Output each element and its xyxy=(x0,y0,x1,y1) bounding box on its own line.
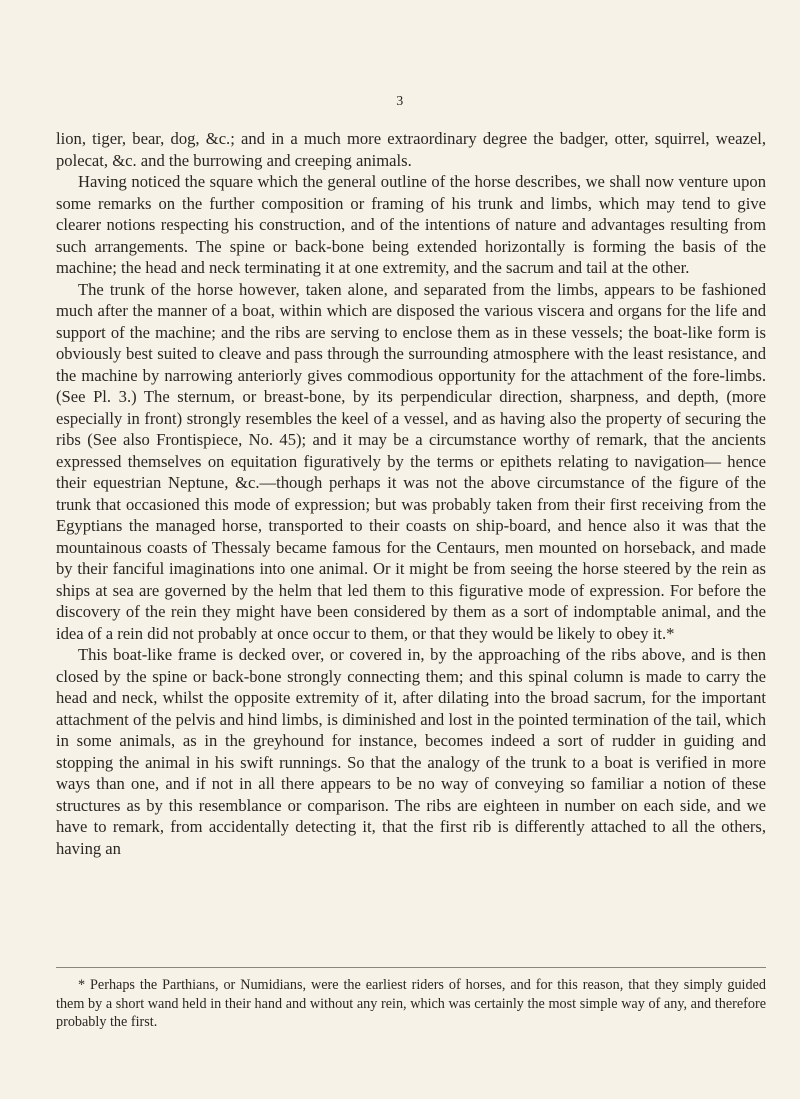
paragraph-boat-frame: This boat-like frame is decked over, or covered in, by the approaching of the ribs above, and is then closed by the spine or back-bone strongly connecting them; and this spinal column is made to carry the head and neck, whilst the opposite extremity of it, after dilating into the broad sacrum, for the important attachment of the pelvis and hind limbs, is diminished and lost in the pointed termination of the tail, which in some animals, as in the greyhound for instance, becomes indeed a sort of rudder in guiding and stopping the animal in his swift runnings. So that the analogy of the trunk to a boat is verified in more ways than one, and if not in all there appears to be no way of conveying so familiar a notion of these structures as by this resemblance or comparison. The ribs are eighteen in number on each side, and we have to remark, from accidentally detecting it, that the first rib is differently attached to all the others, having an xyxy=(56,645,766,858)
footnote: * Perhaps the Parthians, or Numidians, were the earliest riders of horses, and for this reason, that they simply guided them by a short wand held in their hand and without any rein, which was certainly the most simple way of any, and therefore probably the first. xyxy=(56,977,766,1030)
paragraph-boat-trunk: The trunk of the horse however, taken alone, and separated from the limbs, appears to be fashioned much after the manner of a boat, within which are disposed the various viscera and organs for the life and support of the machine; and the ribs are serving to enclose them as in these vessels; the boat-like form is obviously best suited to cleave and pass through the surrounding atmosphere with the least resistance, and the machine by narrowing anteriorly gives commodious opportunity for the attachment of the fore-limbs. (See Pl. 3.) The sternum, or breast-bone, by its perpendicular direction, sharpness, and depth, (more especially in front) strongly resembles the keel of a vessel, and as having also the property of securing the ribs (See also Frontispiece, No. 45); and it may be a circumstance worthy of remark, that the ancients expressed themselves on equitation figuratively by the terms or epithets relating to navigation— hence their equestrian Neptune, &c.—though perhaps it was not the above circumstance of the figure of the trunk that occasioned this mode of expression; but was probably taken from their first receiving from the Egyptians the managed horse, transported to their coasts on ship-board, and hence also it was that the mountainous coasts of Thessaly became famous for the Centaurs, men mounted on horseback, and made by their fanciful imaginations into one animal. Or it might be from seeing the horse steered by the rein as ships at sea are governed by the helm that led them to this figurative mode of expression. For before the discovery of the rein they might have been considered by them as a sort of indomptable animal, and the idea of a rein did not probably at once occur to them, or that they would be likely to obey it.* xyxy=(56,279,766,643)
paragraph-continuation: lion, tiger, bear, dog, &c.; and in a much more extraordinary degree the badger, otter, squirrel, weazel, polecat, &c. and the burrowing and creeping animals. xyxy=(56,129,766,170)
body-text xyxy=(56,128,766,859)
paragraph-square-outline: Having noticed the square which the general outline of the horse describes, we shall now venture upon some remarks on the further composition or framing of his trunk and limbs, which may tend to give clearer notions respecting his construction, and of the intentions of nature and advantages resulting from such arrangements. The spine or back-bone being extended horizontally is forming the basis of the machine; the head and neck terminating it at one extremity, and the sacrum and tail at the other. xyxy=(56,172,766,277)
footnote-divider xyxy=(56,967,766,968)
page-number: 3 xyxy=(396,94,404,109)
